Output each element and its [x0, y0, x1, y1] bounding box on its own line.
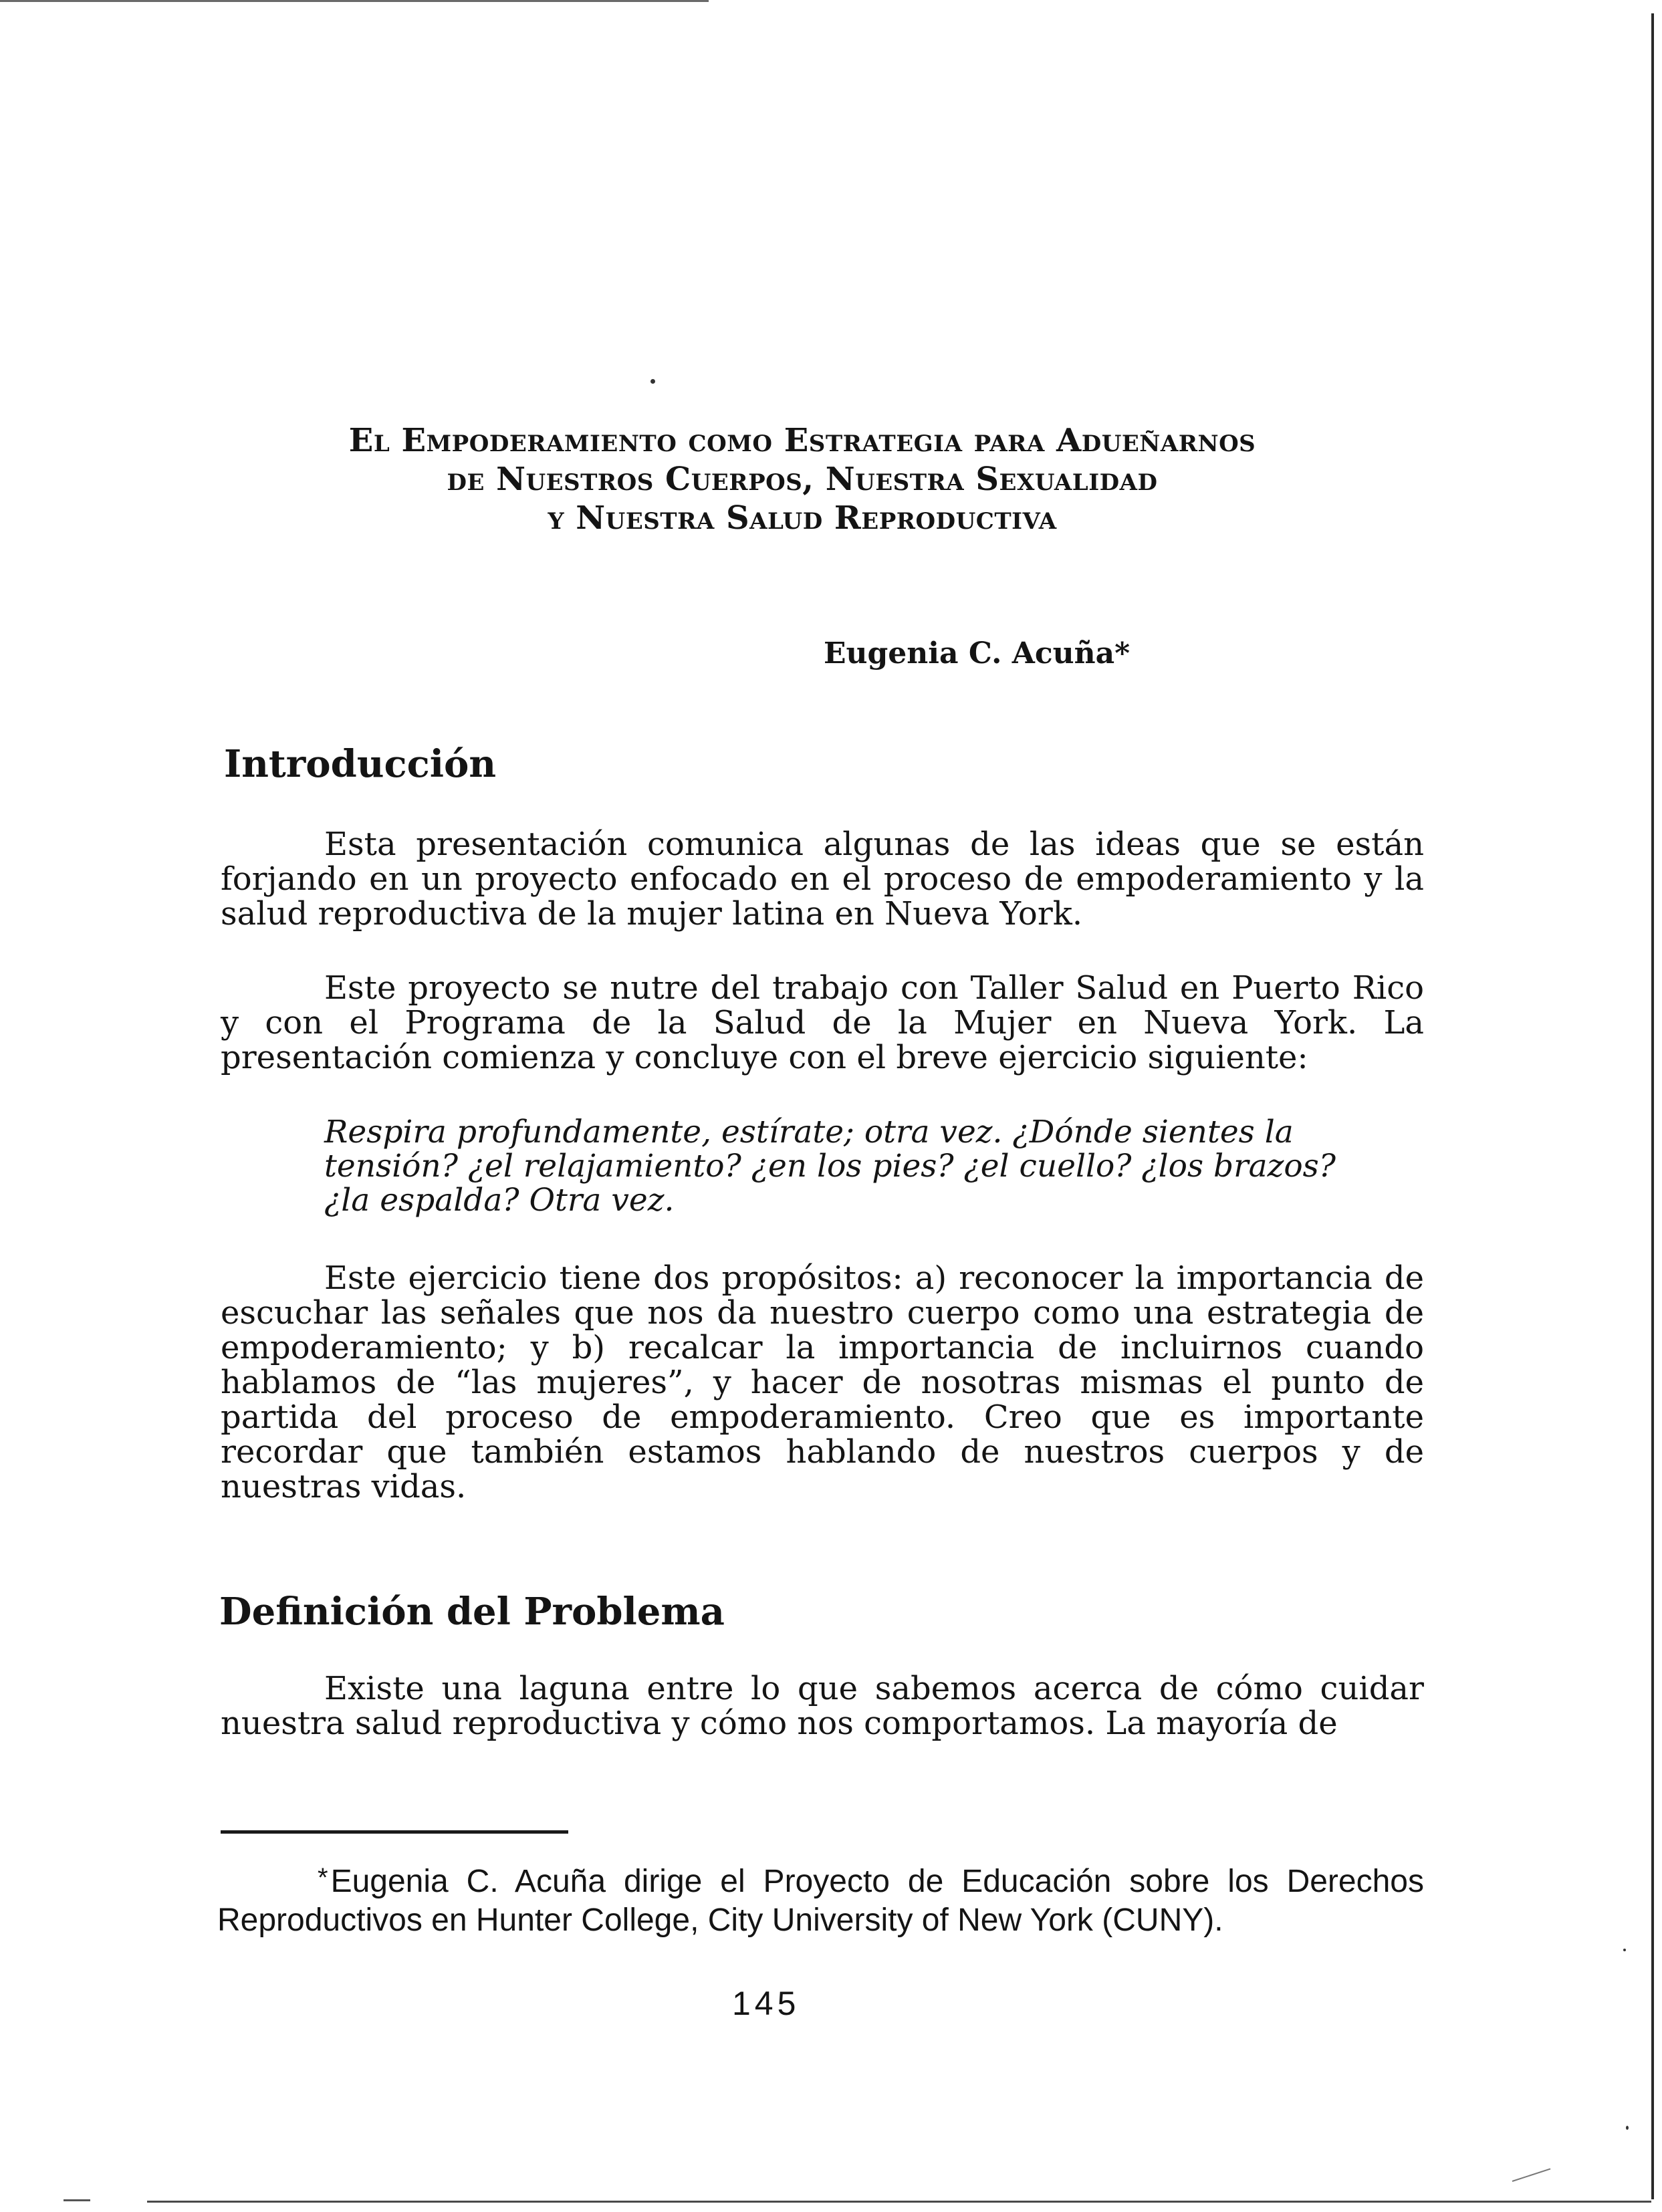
footnote-text: Eugenia C. Acuña dirige el Proyecto de Educación sobre los Derechos Reproductivos en Hunter College, City University of New York (CUNY). — [217, 1864, 1424, 1938]
exercise-quote: Respira profundamente, estírate; otra vez. ¿Dónde sientes la tensión? ¿el relajamiento? ¿en los pies? ¿el cuello? ¿los brazos? ¿la espalda? Otra vez. — [324, 1114, 1336, 1219]
scan-edge-bottom — [147, 2201, 1651, 2203]
paragraph: Este ejercicio tiene dos propósitos: a) reconocer la importancia de escuchar las señales que nos da nuestro cuerpo como una estrategia de empoderamiento; y b) recalcar la importancia de incluirnos cuando hablamos de “las mujeres”, y hacer de nosotras mismas el punto de partida del proceso de empoderamiento. Creo que es importante recordar que también estamos hablando de nuestros cuerpos y de nuestras vidas. — [221, 1259, 1424, 1505]
title-line: de Nuestros Cuerpos, Nuestra Sexualidad — [447, 461, 1158, 498]
paragraph: Este proyecto se nutre del trabajo con Taller Salud en Puerto Rico y con el Programa de la Salud de la Mujer en Nueva York. La presentación comienza y concluye con el breve ejercicio siguiente: — [221, 969, 1424, 1076]
footnote — [217, 1858, 1424, 1940]
scan-speck — [1626, 2126, 1629, 2130]
paragraph: Esta presentación comunica algunas de las ideas que se están forjando en un proyecto enfocado en el proceso de empoderamiento y la salud reproductiva de la mujer latina en Nueva York. — [221, 826, 1424, 933]
page-number: 145 — [732, 1985, 800, 2022]
title-line: El Empoderamiento como Estrategia para Adueñarnos — [348, 422, 1256, 459]
scan-speck — [650, 379, 655, 384]
scan-speck — [1623, 1949, 1626, 1951]
scan-edge-top — [0, 0, 709, 2]
scan-mark-bottom-left — [64, 2199, 90, 2201]
scan-stroke — [1512, 2169, 1551, 2182]
footnote-mark: * — [318, 1863, 328, 1892]
section-heading-definicion: Definición del Problema — [219, 1590, 725, 1634]
scan-edge-right — [1651, 13, 1654, 2199]
paragraph: Existe una laguna entre lo que sabemos acerca de cómo cuidar nuestra salud reproductiva y cómo nos comportamos. La mayoría de — [221, 1670, 1424, 1742]
footnote-rule — [221, 1830, 568, 1834]
section-heading-introduccion: Introducción — [224, 742, 497, 786]
article-title — [221, 421, 1384, 537]
title-line: y Nuestra Salud Reproductiva — [548, 499, 1057, 537]
author-name: Eugenia C. Acuña* — [824, 636, 1131, 670]
